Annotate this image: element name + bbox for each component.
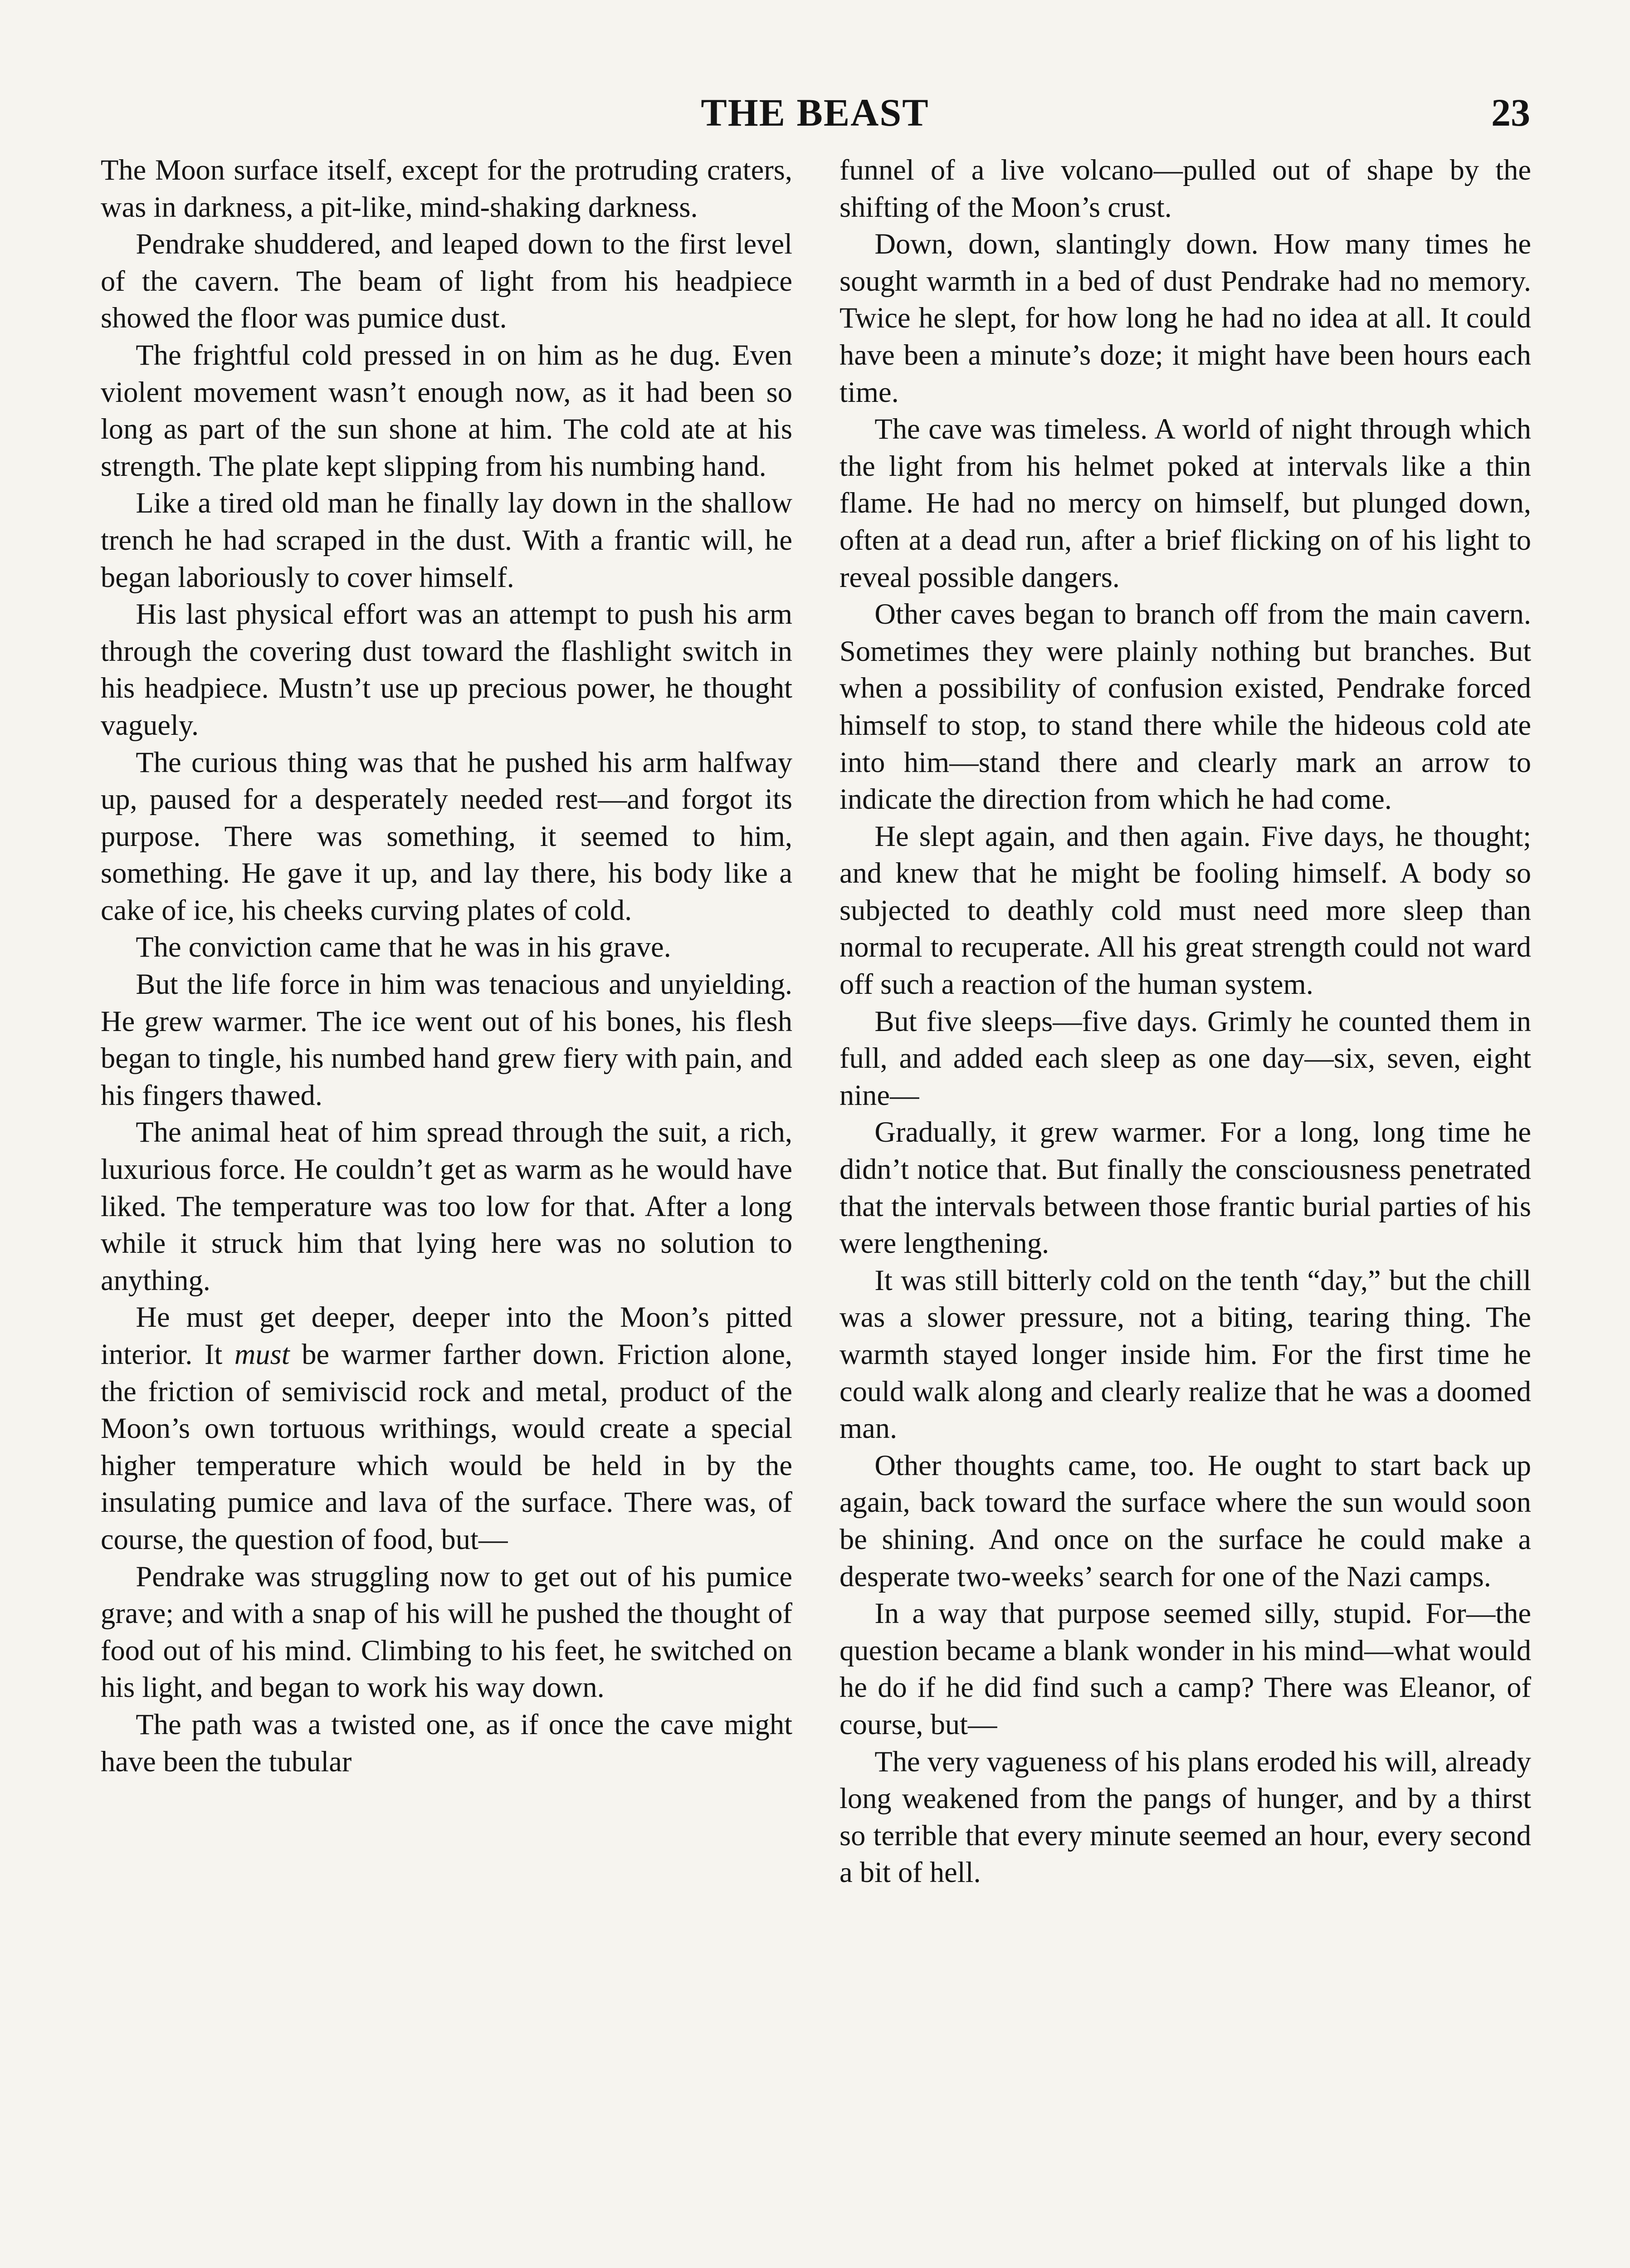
paragraph: The animal heat of him spread through the suit, a rich, luxurious force. He couldn’t get as warm as he would have liked. The temperature was too low for that. After a long while it struck him that lying here was no solution to anything.: [101, 1116, 792, 1296]
paragraph: The curious thing was that he pushed his arm halfway up, paused for a desperately needed rest—and forgot its purpose. There was something, it seemed to him, something. He gave it up, and lay there, his body like a cake of ice, his cheeks curving plates of cold.: [101, 746, 792, 926]
paragraph: Down, down, slantingly down. How many times he sought warmth in a bed of dust Pendrake had no memory. Twice he slept, for how long he had no idea at all. It could have been a minute’s doze; it might have been hours each time.: [839, 228, 1531, 408]
paragraph: The frightful cold pressed in on him as he dug. Even violent movement wasn’t enough now, as it had been so long as part of the sun shone at him. The cold ate at his strength. The plate kept slipping from his numbing hand.: [101, 338, 792, 482]
paragraph-text: He must get deeper, deeper into the Moon’s pitted interior. It: [101, 1301, 792, 1370]
paragraph: Other thoughts came, too. He ought to start back up again, back toward the surface where the sun would soon be shining. And once on the surface he could make a desperate two-weeks’ search for one of the Nazi camps.: [839, 1449, 1531, 1593]
paragraph: But the life force in him was tenacious and unyielding. He grew warmer. The ice went out of his bones, his flesh began to tingle, his numbed hand grew fiery with pain, and his fingers thawed.: [101, 968, 792, 1111]
paragraph: Like a tired old man he finally lay down in the shallow trench he had scraped in the dust. With a frantic will, he began laboriously to cover himself.: [101, 487, 792, 593]
paragraph: He slept again, and then again. Five days, he thought; and knew that he might be fooling himself. A body so subjected to deathly cold must need more sleep than normal to recuperate. All his great strength could not ward off such a reaction of the human system.: [839, 820, 1531, 1001]
emphasis: must: [234, 1338, 290, 1370]
paragraph: The cave was timeless. A world of night through which the light from his helmet poked at intervals like a thin flame. He had no mercy on himself, but plunged down, often at a dead run, after a brief flicking on of his light to reveal possible dangers.: [839, 413, 1531, 593]
paragraph: The Moon surface itself, except for the protruding craters, was in darkness, a pit-like, mind-shaking darkness.: [101, 154, 792, 223]
paragraph: Pendrake shuddered, and leaped down to the first level of the cavern. The beam of light from his headpiece showed the floor was pumice dust.: [101, 228, 792, 334]
paragraph-text: be warmer farther down. Friction alone, the friction of semiviscid rock and metal, product of the Moon’s own tortuous writhings, would create a special higher temperature which would be held in by the insulating pumice and lava of the surface. There was, of course, the question of food, but—: [101, 1338, 792, 1555]
right-column: [839, 152, 1531, 2268]
page-number: 23: [1491, 91, 1530, 134]
paragraph: Gradually, it grew warmer. For a long, long time he didn’t notice that. But finally the consciousness penetrated that the intervals between those frantic burial parties of his were lengthening.: [839, 1116, 1531, 1260]
paragraph: The conviction came that he was in his grave.: [136, 931, 671, 963]
paragraph-with-emphasis: [101, 1299, 792, 1558]
running-title: THE BEAST: [701, 91, 929, 134]
paragraph: The path was a twisted one, as if once the cave might have been the tubular: [101, 1708, 792, 1778]
paragraph: In a way that purpose seemed silly, stupid. For—the question became a blank wonder in his mind—what would he do if he did find such a camp? There was Eleanor, of course, but—: [839, 1597, 1531, 1740]
paragraph: Pendrake was struggling now to get out of his pumice grave; and with a snap of his will he pushed the thought of food out of his mind. Climbing to his feet, he switched on his light, and began to work his way down.: [101, 1560, 792, 1704]
paragraph: The very vagueness of his plans eroded his will, already long weakened from the pangs of hunger, and by a thirst so terrible that every minute seemed an hour, every second a bit of hell.: [839, 1745, 1531, 1889]
running-head: [100, 85, 1530, 153]
paragraph: It was still bitterly cold on the tenth “day,” but the chill was a slower pressure, not a biting, tearing thing. The warmth stayed longer inside him. For the first time he could walk along and clearly realize that he was a doomed man.: [839, 1264, 1531, 1445]
paragraph: Other caves began to branch off from the main cavern. Sometimes they were plainly nothing but branches. But when a possibility of confusion existed, Pendrake forced himself to stop, to stand there while the hideous cold ate into him—stand there and clearly mark an arrow to indicate the direction from which he had come.: [839, 598, 1531, 816]
paragraph: But five sleeps—five days. Grimly he counted them in full, and added each sleep as one day—six, seven, eight nine—: [839, 1005, 1531, 1111]
paragraph: His last physical effort was an attempt to push his arm through the covering dust toward the flashlight switch in his headpiece. Mustn’t use up precious power, he thought vaguely.: [101, 598, 792, 741]
paragraph: funnel of a live volcano—pulled out of shape by the shifting of the Moon’s crust.: [839, 154, 1531, 223]
left-column: [101, 152, 792, 2268]
